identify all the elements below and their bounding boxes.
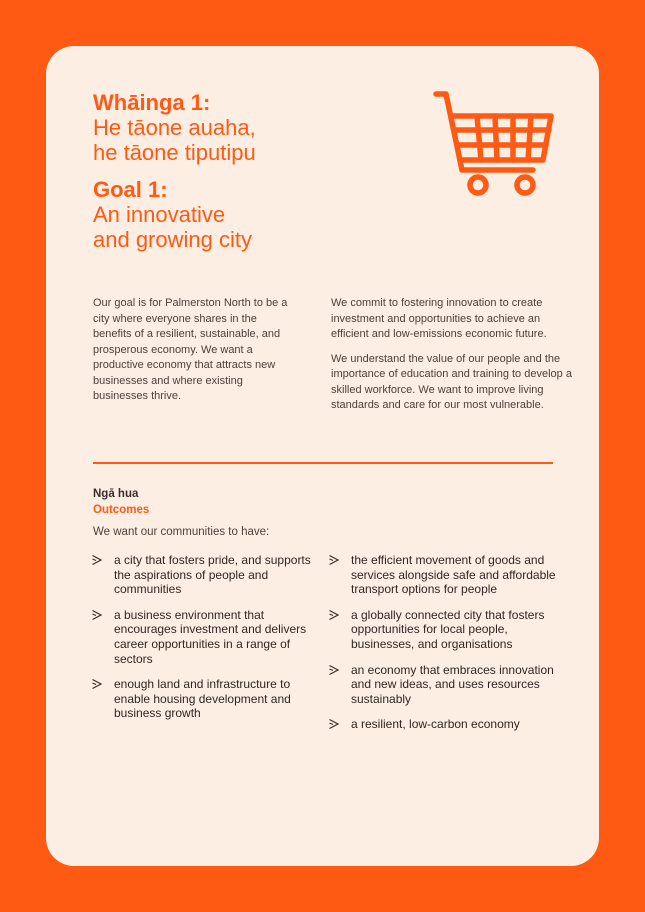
list-item <box>328 717 558 732</box>
list-item-text: a business environment that encourages investment and delivers career opportunities in a range of sectors <box>114 607 307 666</box>
list-item-text: a globally connected city that fosters opportunities for local people, businesses, and organisations <box>351 607 545 651</box>
chevron-right-icon <box>91 609 103 621</box>
list-item <box>328 553 558 597</box>
list-item <box>328 608 558 652</box>
list-item-text: an economy that embraces innovation and new ideas, and uses resources sustainably <box>351 662 554 706</box>
english-goal-line2: and growing city <box>93 227 252 252</box>
chevron-right-icon <box>328 554 340 566</box>
maori-goal-line2: he tāone tiputipu <box>93 140 256 165</box>
intro-paragraph: Our goal is for Palmerston North to be a city where everyone shares in the benefits of a resilient, sustainable, and prosperous economy. We want a productive economy that attracts new businesses and where existing businesses thrive. <box>93 297 288 402</box>
list-item <box>91 608 321 666</box>
list-item-text: enough land and infrastructure to enable housing development and business growth <box>114 677 291 721</box>
chevron-right-icon <box>328 664 340 676</box>
intro-paragraph: We understand the value of our people and the importance of education and training to develop a skilled workforce. We want to improve living standards and care for our most vulnerable. <box>331 352 572 411</box>
outcomes-title: Ngā hua <box>93 488 139 500</box>
content-card <box>46 46 599 866</box>
chevron-right-icon <box>328 609 340 621</box>
outcomes-subtitle: Outcomes <box>93 504 150 516</box>
outcomes-heading <box>93 486 149 518</box>
chevron-right-icon <box>328 718 340 730</box>
shopping-cart-icon <box>433 90 555 198</box>
outcomes-list-left <box>91 553 321 732</box>
intro-paragraph: We commit to fostering innovation to create investment and opportunities to achieve an efficient and low-emissions economic future. <box>331 297 547 340</box>
maori-goal-line1: He tāone auaha, <box>93 115 256 140</box>
list-item-text: a resilient, low-carbon economy <box>351 717 520 732</box>
chevron-right-icon <box>91 554 103 566</box>
outcomes-intro: We want our communities to have: <box>93 526 270 538</box>
maori-goal-label: Whāinga 1: <box>93 90 211 115</box>
section-divider <box>93 462 553 464</box>
list-item-text: a city that fosters pride, and supports the aspirations of people and communities <box>114 553 311 597</box>
english-goal-line1: An innovative <box>93 202 226 227</box>
intro-right-column <box>331 296 576 423</box>
outcomes-list-right <box>328 553 558 743</box>
intro-left-column <box>93 296 298 414</box>
list-item-text: the efficient movement of goods and services alongside safe and affordable transport options for people <box>351 553 556 597</box>
heading-group <box>93 90 393 252</box>
chevron-right-icon <box>91 678 103 690</box>
list-item <box>91 677 321 721</box>
english-goal-label: Goal 1: <box>93 177 168 202</box>
list-item <box>328 663 558 707</box>
list-item <box>91 553 321 597</box>
